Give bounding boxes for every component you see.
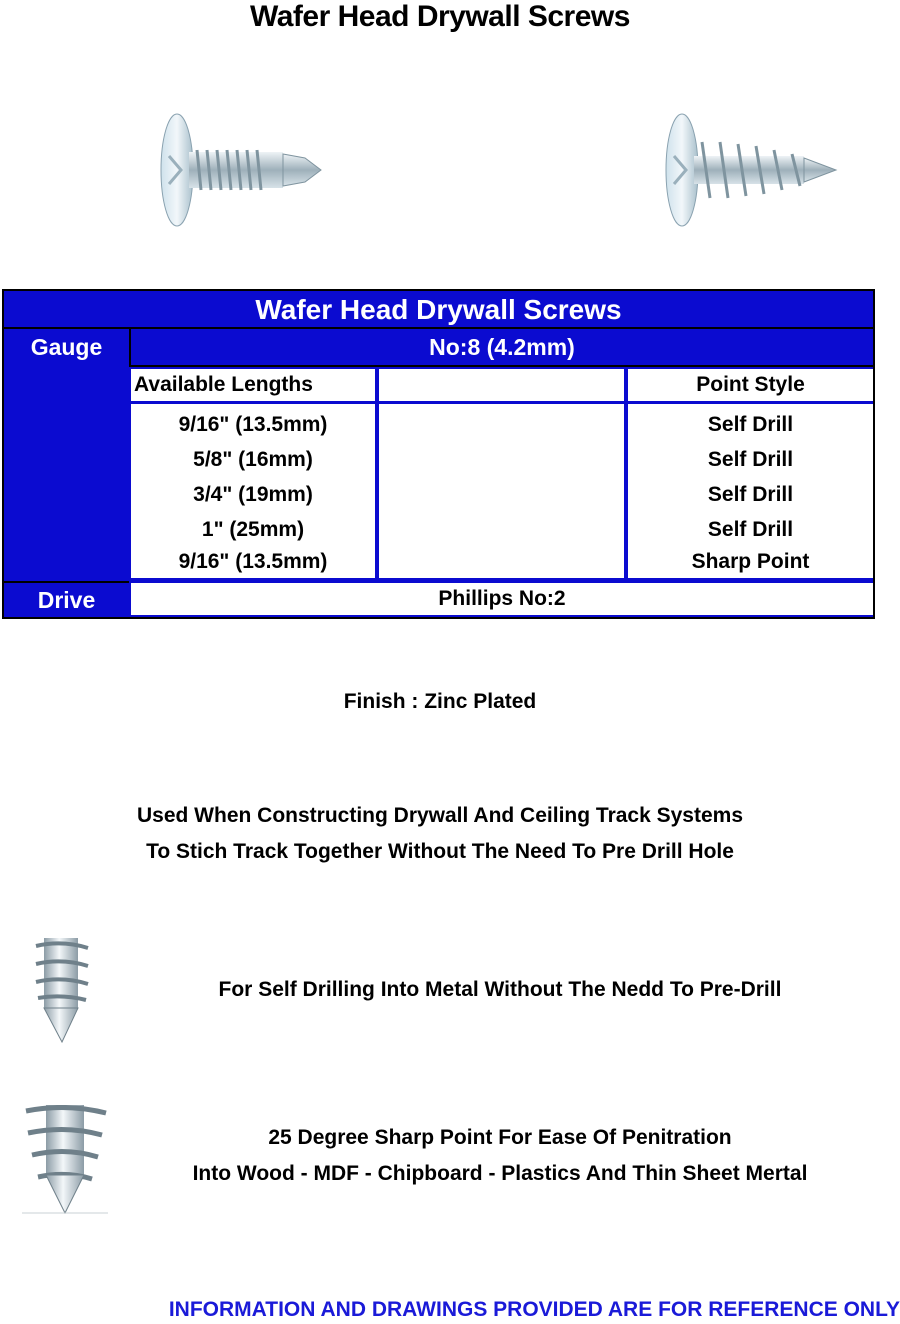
drive-value: Phillips No:2 (131, 583, 873, 615)
usage-description (0, 798, 880, 870)
lengths-column (131, 404, 375, 578)
col-header-point: Point Style (628, 369, 873, 401)
length-value: 9/16" (13.5mm) (178, 413, 328, 436)
col-header-lengths-text: Available Lengths (134, 373, 313, 396)
sharp-point-feature-line-1: 25 Degree Sharp Point For Ease Of Penitration (268, 1126, 732, 1149)
self-drill-feature-text: For Self Drilling Into Metal Without The Nedd To Pre-Drill (218, 978, 782, 1001)
point-style-value: Self Drill (707, 413, 794, 436)
length-value: 9/16" (13.5mm) (178, 550, 328, 573)
spec-table (2, 289, 875, 619)
table-title: Wafer Head Drywall Screws (4, 291, 873, 329)
sharp-point-tip-image (22, 1105, 108, 1215)
middle-column (379, 404, 624, 578)
length-value: 3/4" (19mm) (193, 483, 313, 506)
length-value: 1" (25mm) (201, 518, 305, 541)
self-drill-screw-image (155, 112, 325, 228)
usage-line-1: Used When Constructing Drywall And Ceiling Track Systems (136, 804, 744, 827)
col-header-middle (379, 369, 624, 401)
gauge-label: Gauge (30, 334, 103, 360)
point-style-value: Self Drill (707, 483, 794, 506)
gauge-value: No:8 (4.2mm) (429, 334, 575, 360)
point-style-column (628, 404, 873, 578)
col-header-lengths (131, 369, 375, 401)
finish-text: Finish : Zinc Plated (343, 690, 537, 713)
disclaimer-text: INFORMATION AND DRAWINGS PROVIDED ARE FOR REFERENCE ONLY (168, 1298, 900, 1321)
point-style-value: Sharp Point (691, 550, 810, 573)
length-value: 5/8" (16mm) (193, 448, 313, 471)
usage-line-2: To Stich Track Together Without The Need To Pre Drill Hole (146, 840, 734, 863)
page-title: Wafer Head Drywall Screws (250, 0, 630, 33)
point-style-value: Self Drill (707, 518, 794, 541)
sharp-point-screw-image (660, 112, 840, 228)
drive-label: Drive (4, 581, 129, 617)
sharp-point-feature-line-2: Into Wood - MDF - Chipboard - Plastics And Thin Sheet Mertal (192, 1162, 808, 1185)
sharp-point-feature-text (120, 1120, 880, 1192)
point-style-value: Self Drill (707, 448, 794, 471)
self-drill-tip-image (32, 938, 92, 1044)
